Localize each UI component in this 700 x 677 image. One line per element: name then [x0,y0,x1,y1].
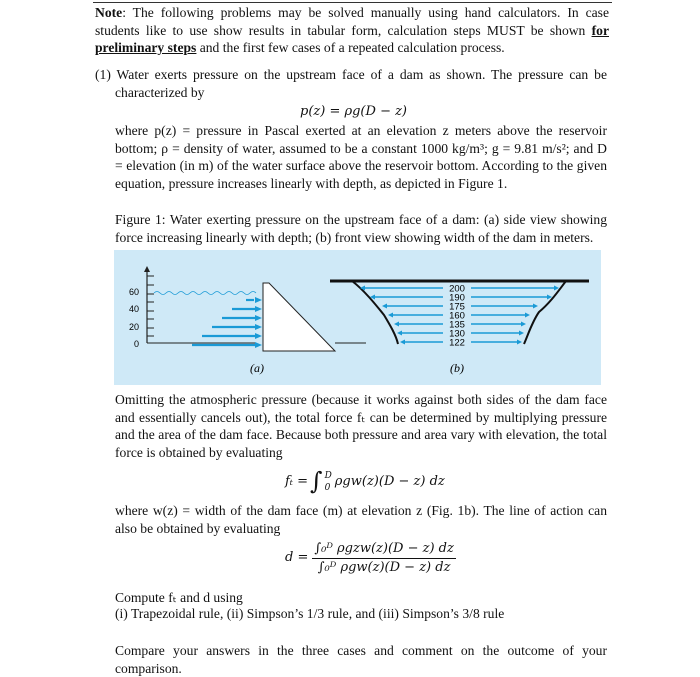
lower-limit: 0 [324,483,331,493]
denominator: ∫₀ᴰ ρgw(z)(D − z) dz [317,559,451,575]
note-text: : The following problems may be solved manually using hand calculators. In case students like to use show results in tabular form, calculation steps MUST be shown [95,5,609,38]
figure-background [114,250,601,385]
figure-caption: Figure 1: Water exerting pressure on the upstream face of a dam: (a) side view showing force increasing linearly with depth; (b) front view showing width of the dam in meters. [115,212,607,245]
width-label: 135 [449,319,465,331]
omitting-paragraph: Omitting the atmospheric pressure (because it works against both sides of the dam face and essentially cancels out), the total force fₜ can be determined by multiplying pressure and the area of the dam face. Because both pressure and area vary with elevation, the total force is obtained by evaluating [115,392,607,460]
compute-text: Compute fₜ and d using [115,590,243,605]
top-rule [93,2,612,3]
width-label: 200 [449,283,465,295]
line-of-action-equation [285,540,456,576]
label-b: (b) [450,361,464,375]
width-definition: where w(z) = width of the dam face (m) at elevation z (Fig. 1b). The line of action can also be obtained by evaluating [115,503,607,536]
note-tail: and the first few cases of a repeated calculation process. [196,40,505,56]
y-tick-40: 40 [128,304,139,314]
problem-intro: (1) Water exerts pressure on the upstream face of a dam as shown. The pressure can be characterized by [95,67,607,100]
width-label: 190 [449,292,465,304]
note-label: Note [95,5,123,20]
numerator: ∫₀ᴰ ρgzw(z)(D − z) dz [312,540,456,559]
width-label: 130 [449,328,465,340]
variable-definitions: where p(z) = pressure in Pascal exerted at an elevation z meters above the reservoir bottom; ρ = density of water, assumed to be a constant 1000 kg/m³; g = 9.81 m/s²; and D = elevation (in m) of the water surface above the reservoir bottom. According to the given equation, pressure increases linearly with depth, as depicted in Figure 1. [115,123,607,191]
upper-limit: D [324,471,332,481]
label-a: (a) [250,361,264,375]
note-emphasis: for preliminary steps [95,22,609,56]
force-equation [285,467,445,496]
methods-text: (i) Trapezoidal rule, (ii) Simpson’s 1/3 rule, and (iii) Simpson’s 3/8 rule [115,606,505,621]
width-label: 122 [449,337,465,349]
compare-text: Compare your answers in the three cases and comment on the outcome of your comparison. [115,643,607,676]
width-label: 160 [449,310,465,322]
force-integrand: ρgw(z)(D − z) dz [334,474,445,490]
y-tick-20: 20 [128,322,139,332]
y-tick-0: 0 [133,339,139,349]
dam-figure [114,250,601,385]
note-paragraph [95,4,609,57]
width-label: 175 [449,301,465,313]
force-lhs: fₜ = [285,474,309,490]
pressure-equation: p(z) = ρg(D − z) [300,104,408,119]
d-lhs: d = [285,550,309,566]
integral-sign: ∫ [310,467,323,496]
y-tick-60: 60 [128,287,139,297]
